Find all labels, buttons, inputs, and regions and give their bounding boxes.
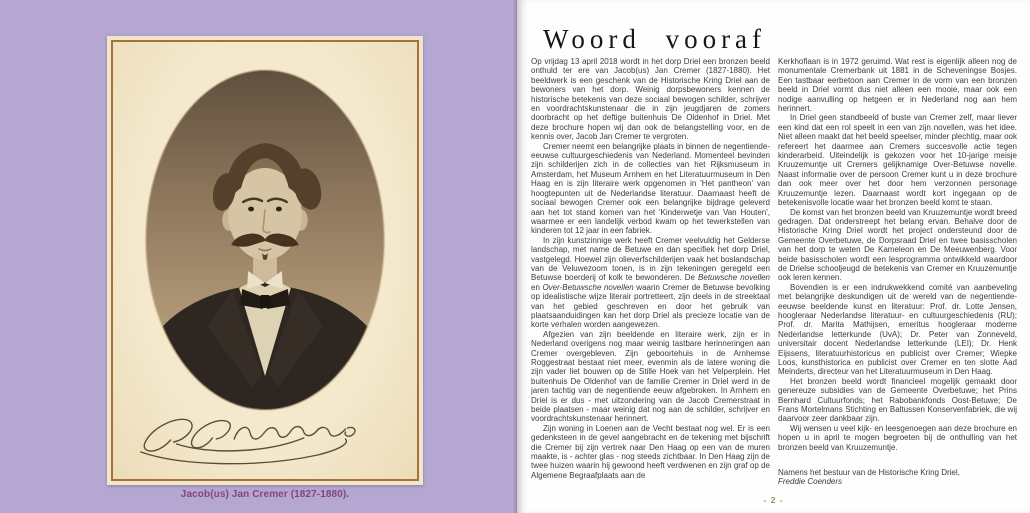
text-column-right: [778, 57, 1017, 487]
paragraph: In zijn kunstzinnige werk heeft Cremer veelvuldig het Gelderse landschap, met name de Betuwe en dan specifiek het dorp Driel, vastgelegd. Hoewel zijn olieverfschilderijen vaak het boslandschap van de Veluwezoom tonen, is in zijn tekeningen geregeld een Betuwse boerderij of kolk te bewonderen. De Betuwsche novellen en Over-Betuwsche novellen waarin Cremer de Betuwse bevolking op idealistische wijze literair portretteert, zijn deels in de streektaal van het gebied geschreven en door het gebruik van plaatsaanduidingen kan het dorp Driel als precieze locatie van de korte verhalen worden aangewezen.: [531, 235, 771, 330]
photo-caption: Jacob(us) Jan Cremer (1827-1880).: [180, 489, 350, 500]
paragraph: Kerkhoflaan is in 1972 geruimd. Wat rest is eigenlijk alleen nog de monumentale Cremerbank uit 1881 in de Scheveningse Bosjes. Een tastbaar eerbetoon aan Cremer in de vorm van een bronzen beeld in Driel vormt dus niet alleen een mooie, maar ook een nodige aanvulling op hetgeen er in Nederland nog aan hem herinnert.: [778, 57, 1017, 114]
paragraph: Cremer neemt een belangrijke plaats in binnen de negentiende-eeuwse cultuurgeschiedenis van Nederland. Momenteel bevinden zijn schilderijen zich in de collecties van het Rijksmuseum in Amsterdam, het Museum Arnhem en het Literatuurmuseum in Den Haag en is zijn literaire werk opgenomen in 'Het pantheon' van hoogtepunten uit de Nederlandse literatuur. Daarnaast heeft de sociaal bewogen Cremer ook een belangrijke bijdrage geleverd aan het tot stand komen van het 'Kinderwetje van Van Houten', waarmee er een landelijk verbod kwam op het tewerkstellen van kinderen tot 12 jaar in een fabriek.: [531, 141, 770, 236]
paragraph: Op vrijdag 13 april 2018 wordt in het dorp Driel een bronzen beeld onthuld ter ere van Jacob(us) Jan Cremer (1827-1880). Het beeldwerk is een geschenk van de Historische Kring Driel aan de bewoners van het dorp. Weinig dorpsbewoners kennen de historische betekenis van deze sociaal bewogen schilder, schrijver en voordrachtskunstenaar die in zijn jeugdjaren de zomers doorbracht op het deftige buitenhuis De Oldenhof in Driel. Met deze brochure hopen wij dan ook de belangstelling voor, en de kennis over, Jacob Jan Cremer te vergroten.: [531, 57, 770, 142]
right-page: [517, 0, 1030, 513]
text-columns: [531, 57, 1018, 487]
portrait-oval: [143, 67, 387, 413]
page-title: Woord vooraf: [543, 24, 767, 54]
author-name: Freddie Coenders: [778, 477, 843, 487]
closing-block: [778, 468, 1017, 487]
paragraph: Zijn woning in Loenen aan de Vecht bestaat nog wel. Er is een gedenksteen in de gevel aangebracht en de tekening met bijschrift die Cremer bij zijn vertrek naar Den Haag op een van de muren maakte, is - achter glas - nog steeds zichtbaar. In Den Haag zijn de twee huizen waarin hij gewoond heeft verdwenen en zijn graf op de Algemene Begraafplaats aan de: [531, 423, 770, 480]
paragraph: Bovendien is er een indrukwekkend comité van aanbeveling met belangrijke deskundigen uit de wereld van de negentiende-eeuwse beeldende kunst en literatuur: Prof. dr. Lotte Jensen, hoogleraar Nederlandse literatuur- en cultuurgeschiedenis (RU); Prof. dr. Marita Mathijsen, emeritus hoogleraar moderne Nederlandse letterkunde (UvA); Dr. Peter van Zonneveld, universitair docent Nederlandse letterkunde (LEI); Dr. Henk Eijssens, literatuurhistoricus en publicist over Cremer; Wiepke Loos, kunsthistorica en publicist over Cremer en ten slotte Aad Meinderts, directeur van het Literatuurmuseum in Den Haag.: [778, 282, 1017, 377]
paragraph: Afgezien van zijn beeldende en literaire werk, zijn er in Nederland overigens nog maar weinig tastbare herinneringen aan Cremer overgebleven. Zijn geboortehuis in de Arnhemse Roggestraat bestaat niet meer, evenmin als de latere woning die zijn vader liet bouwen op de Stille Hoek van het Velperplein. Het buitenhuis De Oldenhof van de familie Cremer in Driel werd in de jaren tachtig van de negentiende eeuw afgebroken. In Arnhem en Driel is er dus - met uitzondering van de Jacob Cremerstraat in beide plaatsen - maar weinig dat nog aan de schilder, schrijver en voordrachtskunstenaar herinnert.: [531, 329, 770, 424]
paragraph: De komst van het bronzen beeld van Kruuzemuntje wordt breed gedragen. Dat onderstreept het belang ervan. Behalve door de Historische Kring Driel wordt het project ondersteund door de Gemeente Overbetuwe, de Dorpsraad Driel en twee basisscholen van het dorp te weten De Kameleon en De Meeuwenberg. Voor beide basisscholen wordt een lesprogramma ontwikkeld waardoor de Drielse schooljeugd de betekenis van Cremer en Kruuzemuntje ook leren kennen.: [778, 207, 1017, 283]
photo-card: [107, 36, 423, 485]
page-number: - 2 -: [763, 495, 784, 505]
photo-frame: [111, 40, 419, 481]
portrait-photo: [113, 42, 417, 479]
paragraph: In Driel geen standbeeld of buste van Cremer zelf, maar liever een kind dat een rol speelt in een van zijn novellen, was het idee. Niet alleen maakt dat het beeld speelser, minder plechtig, maar ook refereert het daarmee aan Cremers succesvolle actie tegen kinderarbeid. Uiteindelijk is gekozen voor het 10-jarige meisje Kruuzemuntje uit Cremers gelijknamige Over-Betuwse novelle. Naast informatie over de persoon Cremer kunt u in deze brochure dan ook meer over het door hem verzonnen personage Kruuzemuntje lezen. Daarnaast wordt kort ingegaan op de betekenisvolle locatie waar het bronzen beeld komt te staan.: [778, 113, 1017, 208]
signature: [141, 419, 355, 463]
paragraph: Het bronzen beeld wordt financieel mogelijk gemaakt door genereuze subsidies van de Gemeente Overbetuwe; het Prins Bernhard Cultuurfonds; het Rabobankfonds Oost-Betuwe; De Frans Mortelmans Stichting en Baltussen Konservenfabriek, die wij daarvoor zeer dankbaar zijn.: [778, 376, 1017, 424]
text-column-left: [531, 57, 770, 487]
closing-line: Namens het bestuur van de Historische Kring Driel,: [778, 468, 960, 478]
paragraph: Wij wensen u veel kijk- en leesgenoegen aan deze brochure en hopen u in april te mogen begroeten bij de onthulling van het bronzen beeld van Kruuzemuntje.: [778, 423, 1017, 452]
